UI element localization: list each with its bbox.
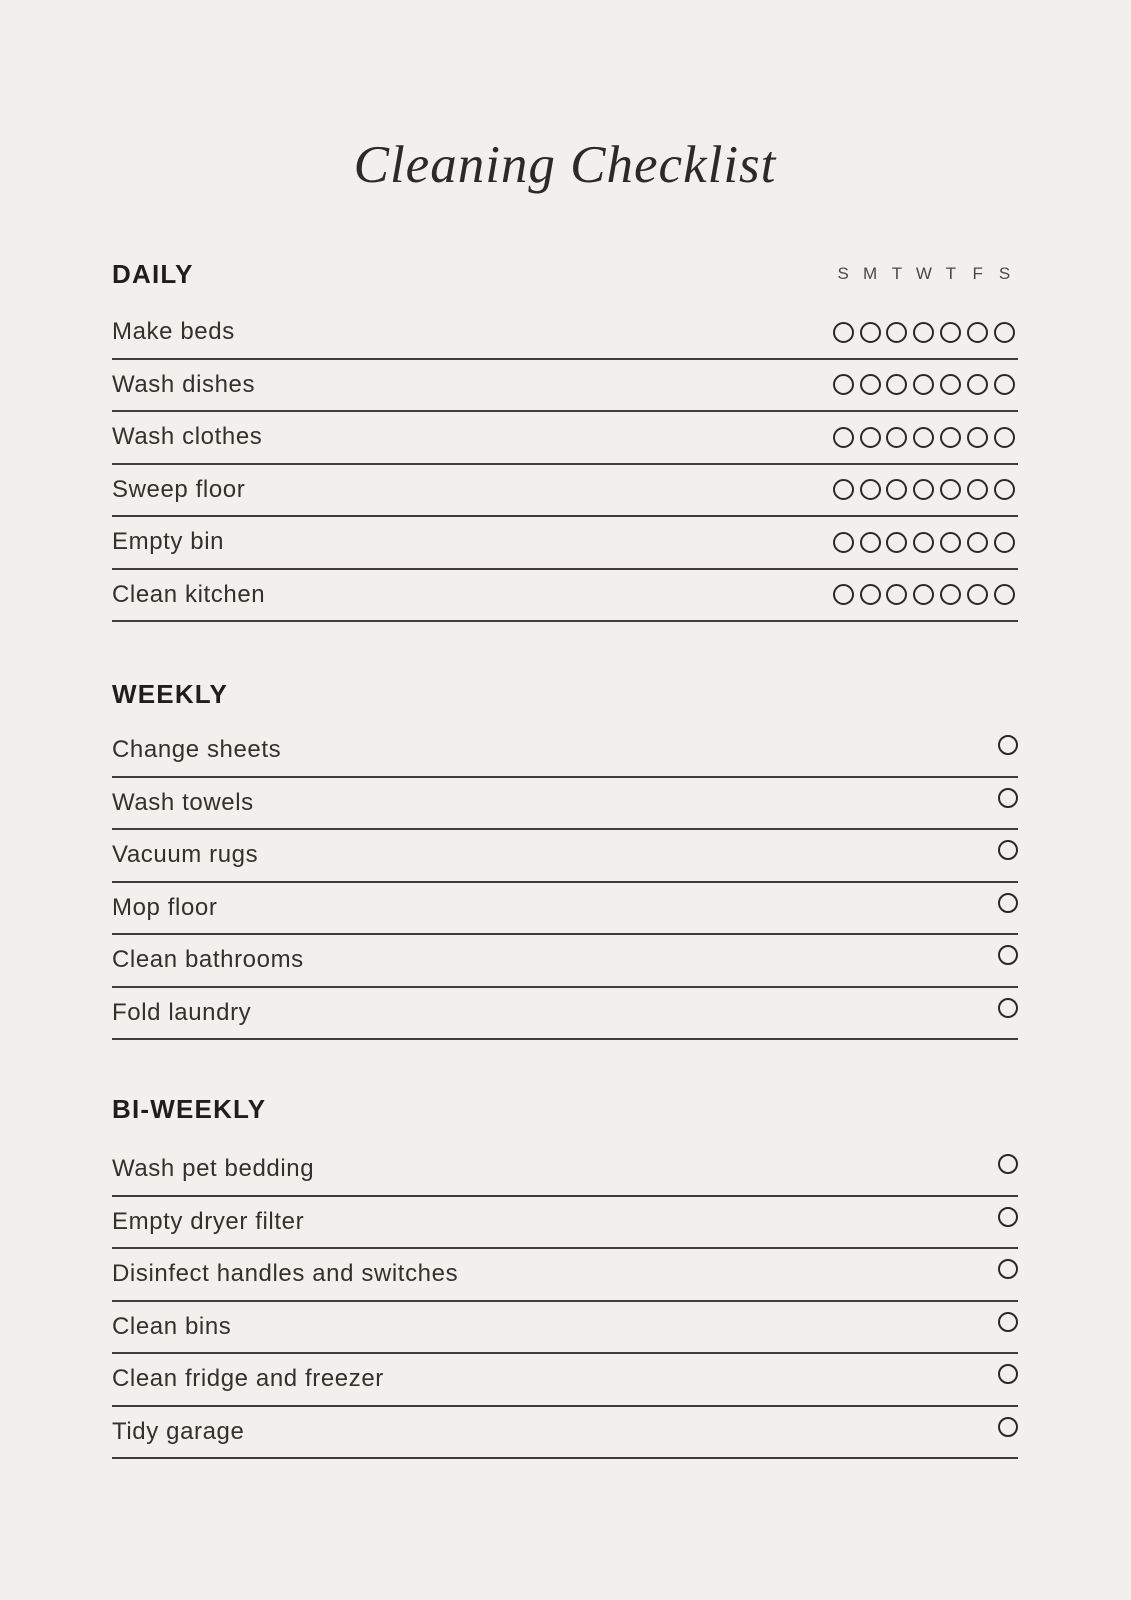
- checkbox-circle[interactable]: [913, 532, 934, 553]
- checkbox-circle[interactable]: [913, 322, 934, 343]
- day-header-2: T: [891, 264, 903, 283]
- checkbox-group: [996, 793, 1018, 813]
- checkbox-cell: [857, 374, 884, 395]
- checkbox-cell: [996, 840, 1018, 860]
- day-header-1: M: [863, 264, 878, 283]
- task-label: Tidy garage: [112, 1417, 245, 1445]
- checkbox-circle[interactable]: [998, 788, 1018, 808]
- checkbox-group: [996, 898, 1018, 918]
- checklist-row: [112, 1144, 1018, 1197]
- checkbox-circle[interactable]: [913, 427, 934, 448]
- section-title-biweekly: BI-WEEKLY: [112, 1093, 267, 1124]
- task-label: Make beds: [112, 318, 235, 346]
- task-label: Vacuum rugs: [112, 841, 259, 869]
- checkbox-cell: [964, 427, 991, 448]
- checkbox-circle[interactable]: [998, 1312, 1018, 1332]
- checkbox-circle[interactable]: [998, 840, 1018, 860]
- checkbox-circle[interactable]: [998, 1364, 1018, 1384]
- checklist-row: [112, 570, 1018, 623]
- checkbox-circle[interactable]: [833, 479, 854, 500]
- day-header-0: S: [837, 264, 849, 283]
- checkbox-cell: [991, 374, 1018, 395]
- checkbox-circle[interactable]: [886, 322, 907, 343]
- checkbox-cell: [937, 374, 964, 395]
- day-header-4: T: [945, 264, 956, 283]
- task-label: Sweep floor: [112, 475, 246, 503]
- checkbox-cell: [991, 532, 1018, 553]
- checkbox-cell: [830, 322, 857, 343]
- checkbox-group: [996, 950, 1018, 970]
- checkbox-circle[interactable]: [998, 735, 1018, 755]
- task-label: Wash pet bedding: [112, 1155, 315, 1183]
- checklist-row: [112, 1354, 1018, 1407]
- checklist-row: [112, 935, 1018, 988]
- checklist-row: [112, 465, 1018, 518]
- checkbox-cell: [830, 532, 857, 553]
- checkbox-cell: [964, 374, 991, 395]
- day-header-3: W: [915, 264, 932, 283]
- checkbox-circle[interactable]: [967, 479, 988, 500]
- section-weekly: [112, 680, 1018, 1040]
- checkbox-circle[interactable]: [967, 532, 988, 553]
- checkbox-circle[interactable]: [886, 584, 907, 605]
- checkbox-cell: [991, 322, 1018, 343]
- checkbox-cell: [830, 374, 857, 395]
- checkbox-cell: [857, 427, 884, 448]
- task-label: Empty dryer filter: [112, 1207, 305, 1235]
- checkbox-circle[interactable]: [998, 1259, 1018, 1279]
- section-daily: [112, 260, 1018, 622]
- checkbox-circle[interactable]: [913, 479, 934, 500]
- checkbox-cell: [884, 427, 911, 448]
- checkbox-circle[interactable]: [940, 322, 961, 343]
- task-label: Disinfect handles and switches: [112, 1260, 459, 1288]
- checklist-row: [112, 830, 1018, 883]
- checkbox-circle[interactable]: [913, 374, 934, 395]
- checkbox-circle[interactable]: [833, 374, 854, 395]
- checkbox-cell: [910, 479, 937, 500]
- checkbox-cell: [996, 945, 1018, 965]
- task-label: Fold laundry: [112, 998, 252, 1026]
- day-header-5: F: [972, 264, 983, 283]
- checkbox-circle[interactable]: [967, 374, 988, 395]
- checkbox-cell: [857, 584, 884, 605]
- checkbox-circle[interactable]: [994, 532, 1015, 553]
- checkbox-circle[interactable]: [860, 479, 881, 500]
- checkbox-cell: [830, 584, 857, 605]
- checkbox-circle[interactable]: [967, 427, 988, 448]
- checklist-row: [112, 412, 1018, 465]
- checkbox-cell: [996, 788, 1018, 808]
- checkbox-cell: [964, 479, 991, 500]
- checkbox-group: [830, 374, 1018, 395]
- checkbox-cell: [996, 1312, 1018, 1332]
- checkbox-group: [996, 1212, 1018, 1232]
- checkbox-circle[interactable]: [940, 584, 961, 605]
- checkbox-group: [996, 1003, 1018, 1023]
- checkbox-circle[interactable]: [886, 532, 907, 553]
- checkbox-cell: [996, 998, 1018, 1018]
- checkbox-group: [996, 1422, 1018, 1442]
- checkbox-cell: [830, 427, 857, 448]
- checklist-row: [112, 1197, 1018, 1250]
- checkbox-circle[interactable]: [998, 1207, 1018, 1227]
- checkbox-cell: [937, 532, 964, 553]
- checkbox-cell: [996, 1417, 1018, 1437]
- section-biweekly: [112, 1095, 1018, 1459]
- checkbox-circle[interactable]: [967, 584, 988, 605]
- checklist-row: [112, 988, 1018, 1041]
- checkbox-cell: [910, 532, 937, 553]
- task-label: Wash dishes: [112, 370, 256, 398]
- checkbox-circle[interactable]: [833, 532, 854, 553]
- checkbox-circle[interactable]: [998, 945, 1018, 965]
- checkbox-cell: [937, 584, 964, 605]
- checkbox-cell: [996, 1154, 1018, 1174]
- checkbox-cell: [996, 1364, 1018, 1384]
- checkbox-circle[interactable]: [994, 427, 1015, 448]
- checklist-row: [112, 1302, 1018, 1355]
- checkbox-cell: [937, 322, 964, 343]
- checkbox-circle[interactable]: [860, 584, 881, 605]
- task-label: Wash towels: [112, 788, 254, 816]
- checkbox-circle[interactable]: [998, 893, 1018, 913]
- checkbox-circle[interactable]: [998, 998, 1018, 1018]
- checkbox-cell: [991, 584, 1018, 605]
- checkbox-cell: [910, 427, 937, 448]
- checkbox-cell: [884, 479, 911, 500]
- checkbox-cell: [991, 479, 1018, 500]
- checkbox-cell: [937, 479, 964, 500]
- checkbox-cell: [884, 532, 911, 553]
- checkbox-circle[interactable]: [994, 374, 1015, 395]
- checkbox-circle[interactable]: [994, 479, 1015, 500]
- checkbox-cell: [996, 735, 1018, 755]
- task-label: Wash clothes: [112, 423, 263, 451]
- task-label: Mop floor: [112, 893, 218, 921]
- task-label: Clean bins: [112, 1312, 232, 1340]
- checkbox-cell: [884, 374, 911, 395]
- checklist-row: [112, 517, 1018, 570]
- checkbox-cell: [830, 479, 857, 500]
- checkbox-cell: [991, 427, 1018, 448]
- checkbox-group: [996, 1317, 1018, 1337]
- checkbox-circle[interactable]: [860, 322, 881, 343]
- checkbox-cell: [996, 1207, 1018, 1227]
- checkbox-group: [996, 1159, 1018, 1179]
- section-title-daily: DAILY: [112, 258, 194, 289]
- checklist-row: [112, 883, 1018, 936]
- checkbox-cell: [857, 322, 884, 343]
- checkbox-group: [996, 845, 1018, 865]
- task-label: Change sheets: [112, 736, 282, 764]
- section-header-biweekly: [112, 1095, 1018, 1123]
- checkbox-group: [830, 427, 1018, 448]
- checkbox-circle[interactable]: [860, 427, 881, 448]
- checkbox-cell: [996, 893, 1018, 913]
- checkbox-group: [996, 740, 1018, 760]
- checkbox-circle[interactable]: [913, 584, 934, 605]
- checkbox-group: [996, 1369, 1018, 1389]
- checklist-row: [112, 1407, 1018, 1460]
- checkbox-cell: [996, 1259, 1018, 1279]
- day-of-week-headers: [830, 264, 1018, 284]
- checkbox-circle[interactable]: [994, 584, 1015, 605]
- checkbox-circle[interactable]: [833, 584, 854, 605]
- section-title-weekly: WEEKLY: [112, 678, 229, 709]
- checkbox-group: [830, 584, 1018, 605]
- checkbox-cell: [910, 374, 937, 395]
- checkbox-circle[interactable]: [833, 427, 854, 448]
- checkbox-cell: [964, 532, 991, 553]
- day-header-6: S: [998, 264, 1011, 283]
- checklist: [112, 260, 1018, 1459]
- checkbox-circle[interactable]: [998, 1417, 1018, 1437]
- checkbox-group: [830, 479, 1018, 500]
- page-title: Cleaning Checklist: [353, 136, 777, 194]
- checkbox-cell: [910, 584, 937, 605]
- checkbox-cell: [884, 584, 911, 605]
- checkbox-circle[interactable]: [940, 374, 961, 395]
- checkbox-circle[interactable]: [994, 322, 1015, 343]
- checkbox-group: [830, 322, 1018, 343]
- checkbox-circle[interactable]: [998, 1154, 1018, 1174]
- checklist-row: [112, 778, 1018, 831]
- checkbox-circle[interactable]: [860, 532, 881, 553]
- task-label: Clean fridge and freezer: [112, 1365, 384, 1393]
- checklist-row: [112, 725, 1018, 778]
- checkbox-circle[interactable]: [940, 532, 961, 553]
- checkbox-cell: [857, 532, 884, 553]
- checkbox-cell: [857, 479, 884, 500]
- task-label: Clean kitchen: [112, 580, 266, 608]
- checkbox-circle[interactable]: [940, 427, 961, 448]
- checkbox-cell: [910, 322, 937, 343]
- checkbox-group: [996, 1264, 1018, 1284]
- checkbox-cell: [937, 427, 964, 448]
- checkbox-circle[interactable]: [833, 322, 854, 343]
- checkbox-circle[interactable]: [886, 374, 907, 395]
- task-label: Clean bathrooms: [112, 946, 304, 974]
- section-header-daily: [112, 260, 1018, 288]
- checklist-row: [112, 360, 1018, 413]
- checkbox-circle[interactable]: [940, 479, 961, 500]
- checklist-row: [112, 307, 1018, 360]
- checkbox-cell: [884, 322, 911, 343]
- checkbox-cell: [964, 322, 991, 343]
- checkbox-circle[interactable]: [967, 322, 988, 343]
- checklist-row: [112, 1249, 1018, 1302]
- checkbox-group: [830, 532, 1018, 553]
- checkbox-circle[interactable]: [886, 427, 907, 448]
- section-header-weekly: [112, 680, 1018, 708]
- checkbox-cell: [964, 584, 991, 605]
- task-label: Empty bin: [112, 528, 225, 556]
- checkbox-circle[interactable]: [860, 374, 881, 395]
- checkbox-circle[interactable]: [886, 479, 907, 500]
